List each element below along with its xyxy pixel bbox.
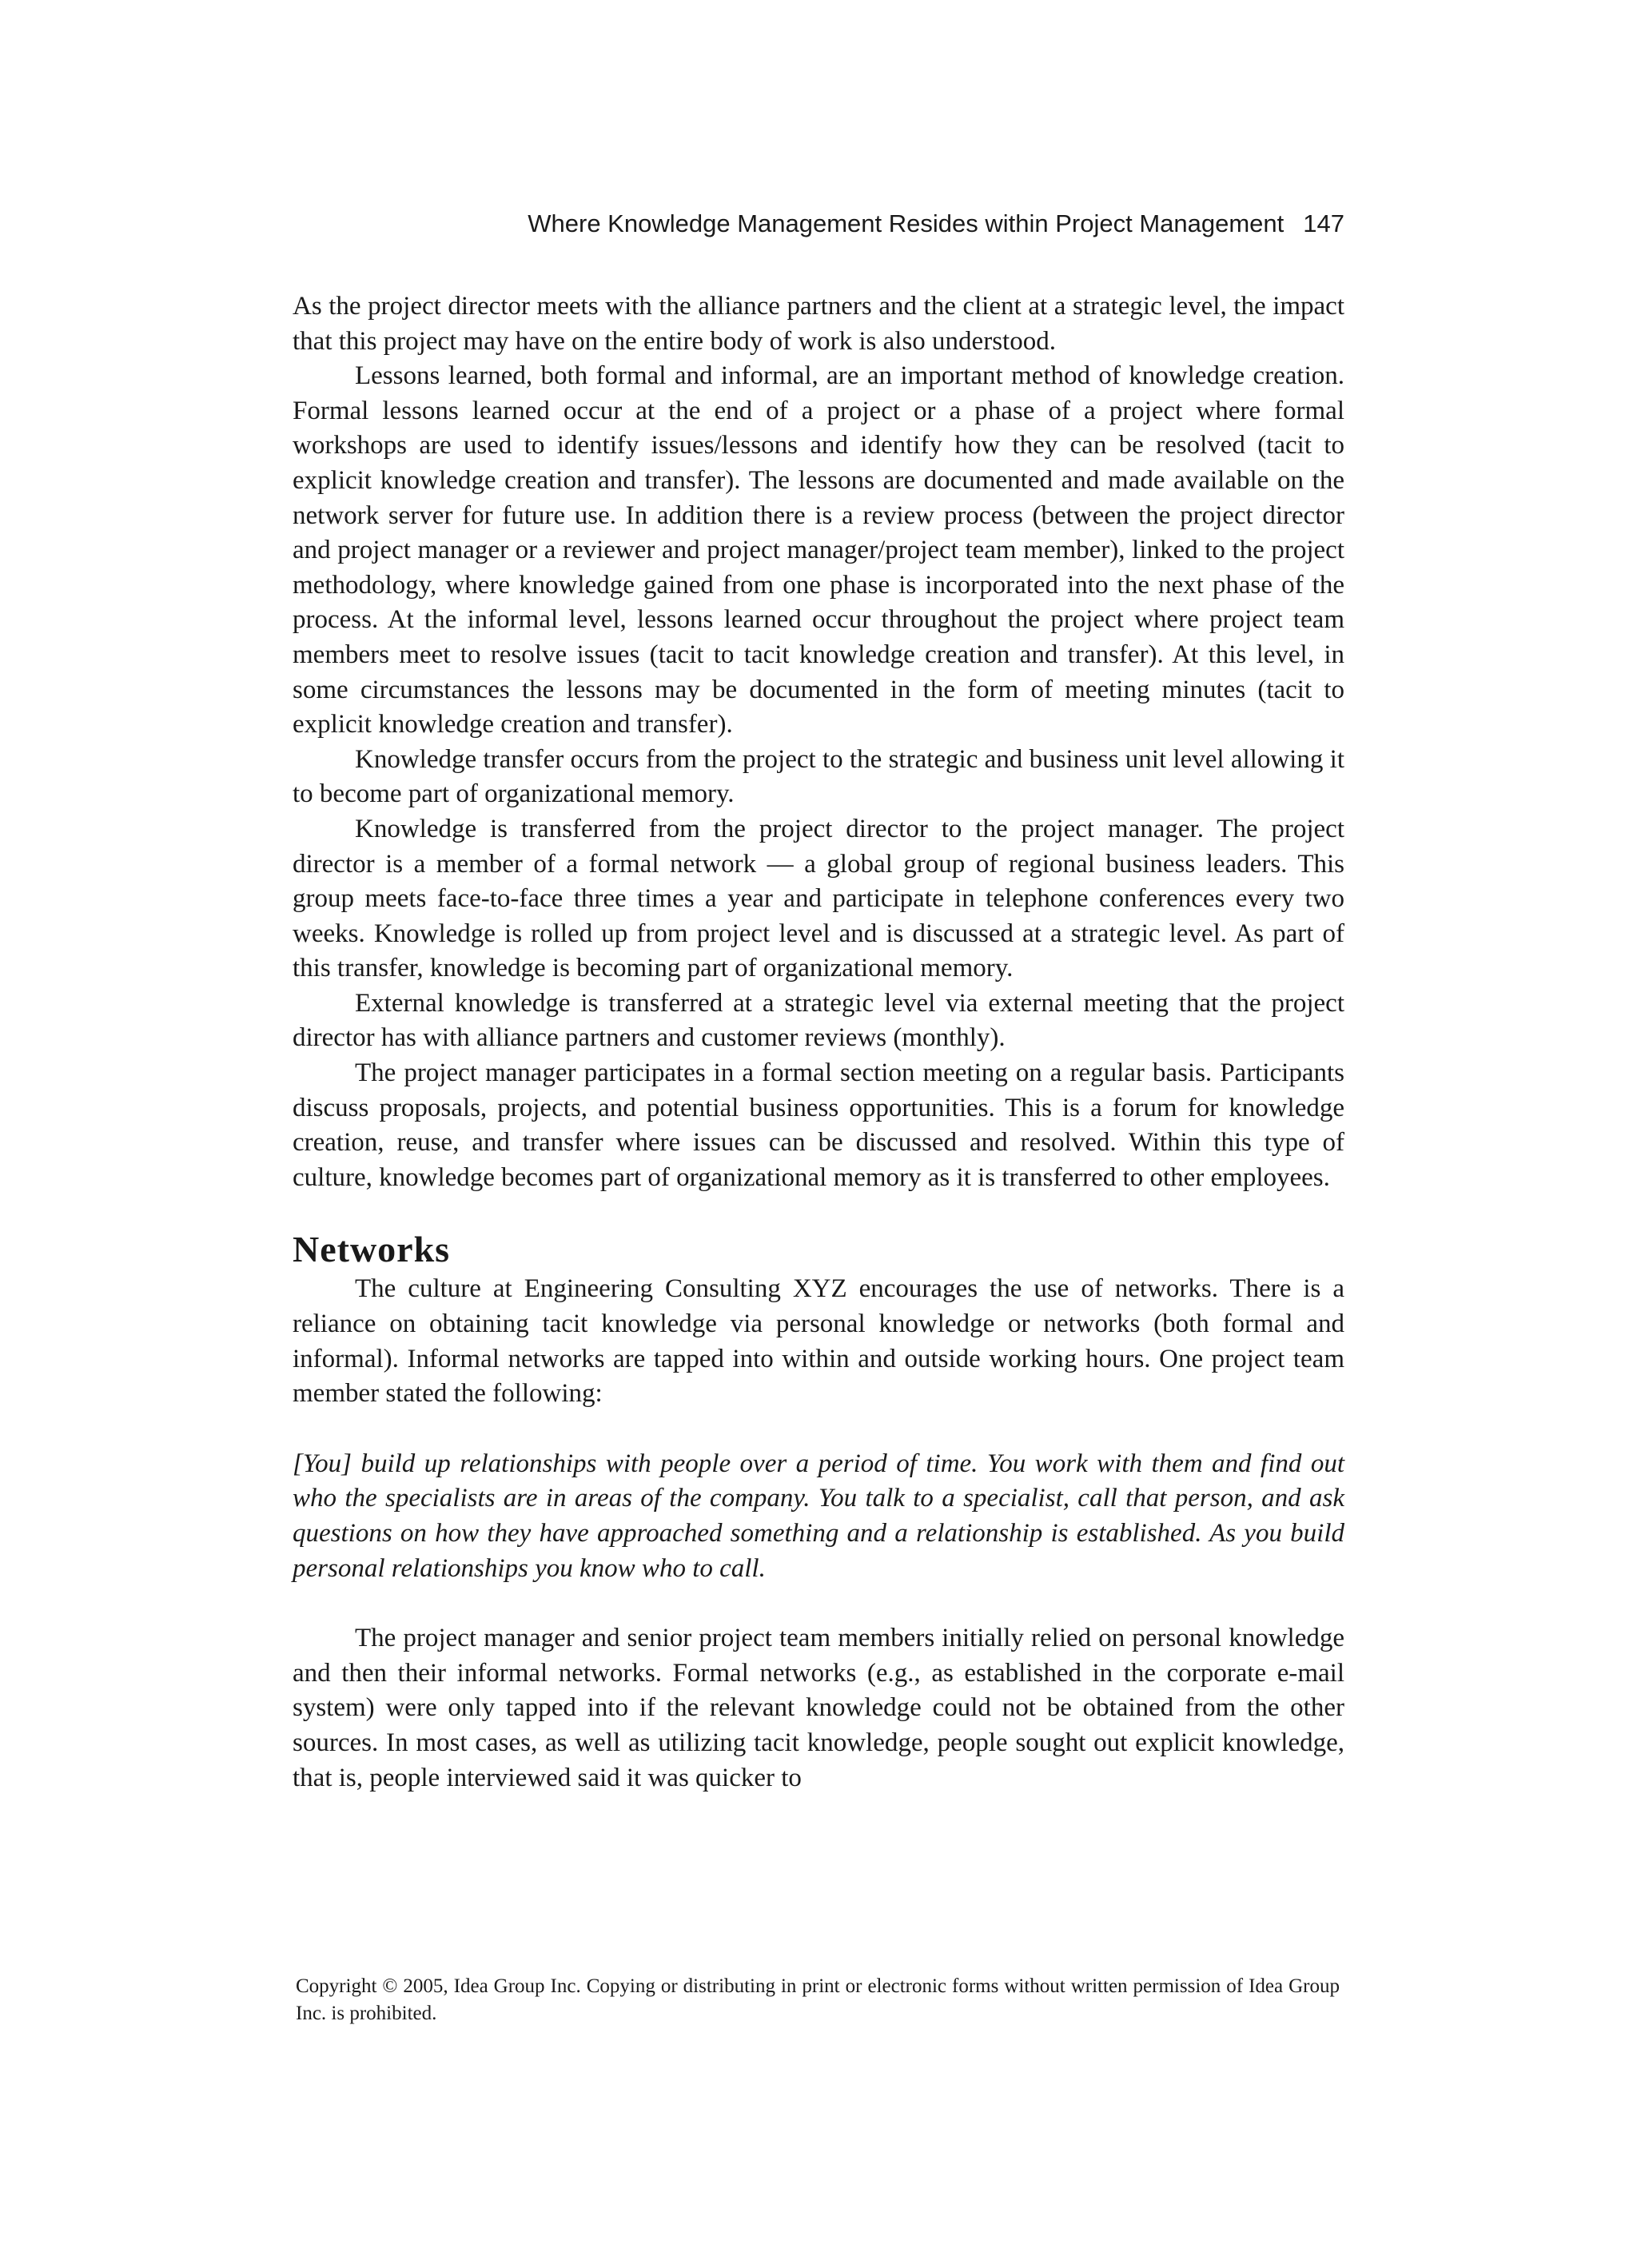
block-quote: [You] build up relationships with people over a period of time. You work with them and find out who the specialists are in areas of the company. You talk to a specialist, call that person, and ask questions on how they have approached something and a relationship is established. As you build personal relationships you know who to call.: [293, 1449, 1344, 1583]
body-text: [293, 289, 1344, 1796]
copyright-notice: Copyright © 2005, Idea Group Inc. Copying or distributing in print or electronic forms without written permission of Idea Group Inc. is prohibited.: [296, 1975, 1340, 2024]
paragraph: As the project director meets with the alliance partners and the client at a strategic level, the impact that this project may have on the entire body of work is also understood.: [293, 292, 1344, 356]
section-heading: Networks: [293, 1229, 451, 1270]
running-header: [293, 209, 1344, 238]
paragraph: The project manager and senior project team members initially relied on personal knowledge and then their informal networks. Formal networks (e.g., as established in the corporate e-mail system) were only tapped into if the relevant knowledge could not be obtained from the other sources. In most cases, as well as utilizing tacit knowledge, people sought out explicit knowledge, that is, people interviewed said it was quicker to: [293, 1624, 1344, 1792]
paragraph: The project manager participates in a formal section meeting on a regular basis. Participants discuss proposals, projects, and potential business opportunities. This is a forum for knowledge creation, reuse, and transfer where issues can be discussed and resolved. Within this type of culture, knowledge becomes part of organizational memory as it is transferred to other employees.: [293, 1058, 1344, 1192]
paragraph: Lessons learned, both formal and informal, are an important method of knowledge creation. Formal lessons learned occur at the end of a project or a phase of a project where formal workshops are used to identify issues/lessons and identify how they can be resolved (tacit to explicit knowledge creation and transfer). The lessons are documented and made available on the network server for future use. In addition there is a review process (between the project director and project manager or a reviewer and project manager/project team member), linked to the project methodology, where knowledge gained from one phase is incorporated into the next phase of the process. At the informal level, lessons learned occur throughout the project where project team members meet to resolve issues (tacit to tacit knowledge creation and transfer). At this level, in some circumstances the lessons may be documented in the form of meeting minutes (tacit to explicit knowledge creation and transfer).: [293, 361, 1344, 739]
paragraph: Knowledge transfer occurs from the project to the strategic and business unit level allowing it to become part of organizational memory.: [293, 744, 1344, 809]
paragraph: The culture at Engineering Consulting XYZ encourages the use of networks. There is a reliance on obtaining tacit knowledge via personal knowledge or networks (both formal and informal). Informal networks are tapped into within and outside working hours. One project team member stated the following:: [293, 1274, 1344, 1409]
paragraph: Knowledge is transferred from the project director to the project manager. The project director is a member of a formal network — a global group of regional business leaders. This group meets face-to-face three times a year and participate in telephone conferences every two weeks. Knowledge is rolled up from project level and is discussed at a strategic level. As part of this transfer, knowledge is becoming part of organizational memory.: [293, 814, 1344, 983]
page-number: 147: [1303, 209, 1344, 237]
paragraph: External knowledge is transferred at a strategic level via external meeting that the project director has with alliance partners and customer reviews (monthly).: [293, 988, 1344, 1053]
running-title: Where Knowledge Management Resides within Project Management: [528, 209, 1285, 237]
